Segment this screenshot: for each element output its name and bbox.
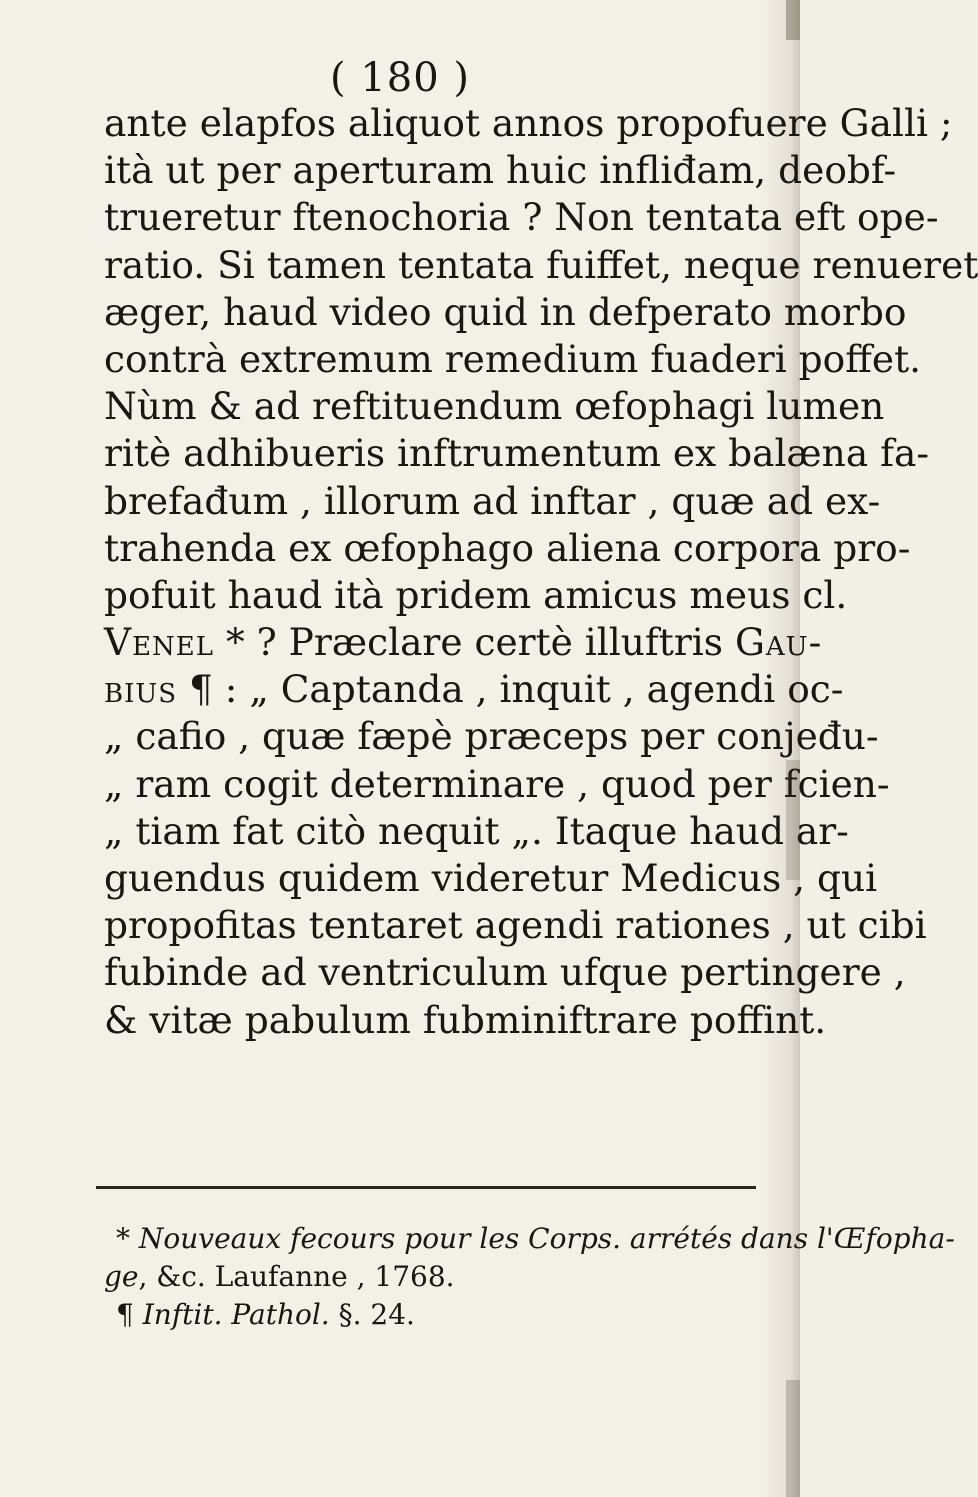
text-line: contrà extremum remedium fuaderi poffet. — [104, 336, 922, 381]
author-name-gaubius-part1: Gau- — [734, 620, 823, 665]
text-line: ratio. Si tamen tentata fuiffet, neque renueret — [104, 242, 978, 287]
footnote-2-title: Inftit. Pathol. — [142, 1298, 330, 1331]
author-name-gaubius-part2: bius — [104, 667, 178, 712]
text-line: propofitas tentaret agendi rationes , ut cibi — [104, 903, 927, 948]
page-number: ( 180 ) — [330, 55, 470, 101]
text-line: fubinde ad ventriculum ufque pertingere , — [104, 950, 906, 995]
text-line-venel — [104, 619, 823, 666]
text-line: „ cafio , quæ fæpè præceps per conjeđu- — [104, 714, 879, 759]
footnote-1-mark: * — [116, 1222, 139, 1255]
text-line: & vitæ pabulum fubminiftrare poffint. — [104, 997, 827, 1042]
footnote-1 — [104, 1220, 955, 1258]
text-line: ritè adhibueris inftrumentum ex balæna fa- — [104, 431, 930, 476]
text-line: æger, haud video quid in defperato morbo — [104, 289, 907, 334]
main-text-block — [104, 100, 978, 1044]
text-line-venel-rest: * ? Præclare certè illuftris — [214, 620, 735, 665]
footnote-1-rest: , &c. Laufanne , 1768. — [138, 1260, 455, 1293]
page-edge-shadow — [786, 1380, 800, 1497]
footnote-divider — [96, 1186, 756, 1189]
page-edge-shadow — [786, 760, 800, 880]
text-line: „ ram cogit determinare , quod per fcien- — [104, 761, 890, 806]
text-line: brefađum , illorum ad inftar , quæ ad ex- — [104, 478, 881, 523]
text-line: pofuit haud ità pridem amicus meus cl. — [104, 572, 848, 617]
text-line: guendus quidem videretur Medicus , qui — [104, 856, 878, 900]
text-line: „ tiam fat citò nequit „. Itaque haud ar- — [104, 808, 849, 853]
footnote-1-title: Nouveaux fecours pour les Corps. arrétés dans l'Œfopha- — [138, 1222, 955, 1255]
text-line: trueretur ftenochoria ? Non tentata eft ope- — [104, 195, 939, 240]
page-edge-shadow — [786, 0, 800, 40]
footnote-2-rest: §. 24. — [329, 1298, 415, 1331]
footnotes — [104, 1220, 955, 1334]
footnote-1-title-cont: ge — [104, 1260, 139, 1293]
text-line: ante elapfos aliquot annos propofuere Galli ; — [104, 101, 953, 145]
text-line: Nùm & ad reftituendum œfophagi lumen — [104, 384, 885, 429]
footnote-2-mark: ¶ — [116, 1298, 143, 1331]
text-line: trahenda ex œfophago aliena corpora pro- — [104, 525, 911, 570]
text-line-bius-rest: ¶ : „ Captanda , inquit , agendi oc- — [177, 667, 844, 712]
footnote-2 — [104, 1296, 764, 1334]
text-line-bius — [104, 666, 844, 713]
text-line: ità ut per aperturam huic infliđam, deobf- — [104, 148, 897, 193]
author-name-venel: Venel — [104, 620, 215, 665]
footnote-1-cont — [104, 1258, 764, 1296]
